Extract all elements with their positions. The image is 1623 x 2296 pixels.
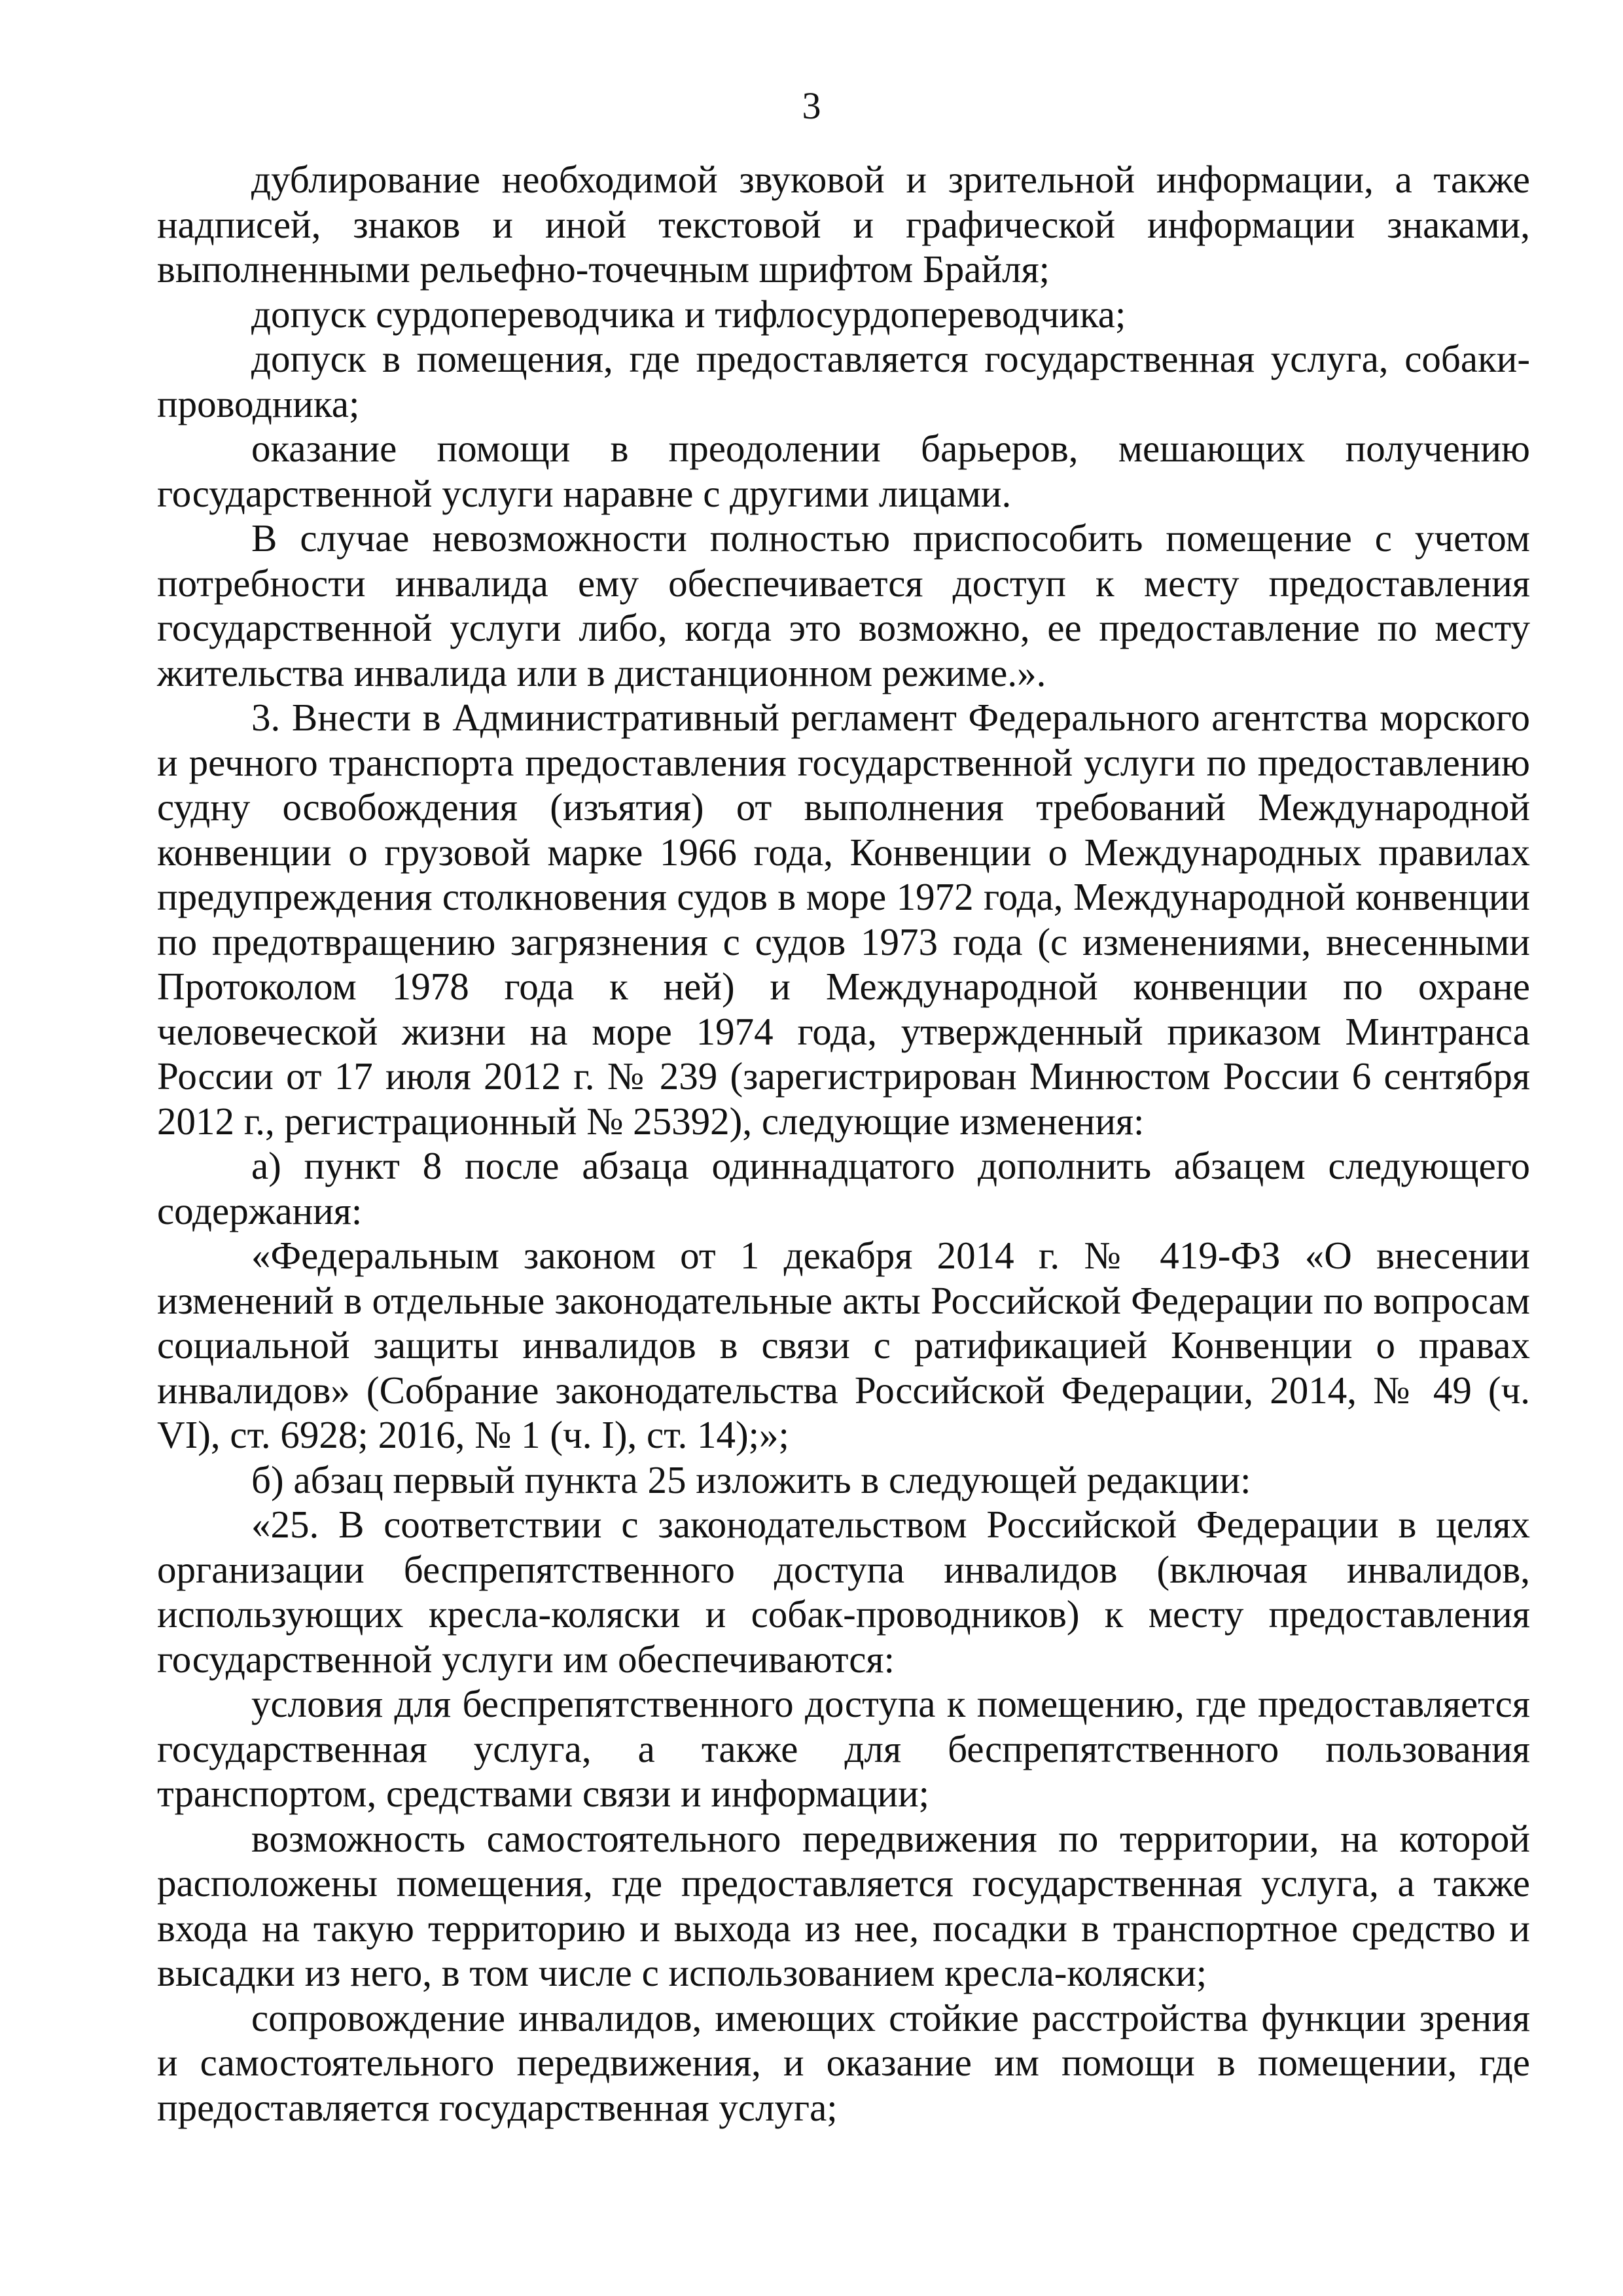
paragraph-subitem-a: а) пункт 8 после абзаца одиннадцатого дополнить абзацем следующего содержания: [157,1144,1530,1232]
document-body [157,157,1530,2130]
paragraph-item-3-amendments: 3. Внести в Административный регламент Федерального агентства морского и речного транспорта предоставления государственной услуги по предоставлению судну освобождения (изъятия) от выполнения требований Международной конвенции о грузовой марке 1966 года, Конвенции о Международных правилах предупреждения столкновения судов в море 1972 года, Международной конвенции по предотвращению загрязнения с судов 1973 года (с изменениями, внесенными Протоколом 1978 года к ней) и Международной конвенции по охране человеческой жизни на море 1974 года, утвержденный приказом Минтранса России от 17 июля 2012 г. № 239 (зарегистрирован Минюстом России 6 сентября 2012 г., регистрационный № 25392), следующие изменения: [157,696,1530,1143]
paragraph-impossibility-case: В случае невозможности полностью приспособить помещение с учетом потребности инвалида ему обеспечивается доступ к месту предоставления государственной услуги либо, когда это возможно, ее предоставление по месту жительства инвалида или в дистанционном режиме.». [157,516,1530,694]
paragraph-sign-interpreter: допуск сурдопереводчика и тифлосурдопереводчика; [251,292,1126,336]
page-number: 3 [802,84,821,127]
paragraph-item-25: «25. В соответствии с законодательством Российской Федерации в целях организации беспрепятственного доступа инвалидов (включая инвалидов, использующих кресла-коляски и собак-проводников) к месту предоставления государственной услуги им обеспечиваются: [157,1503,1530,1681]
paragraph-independent-movement: возможность самостоятельного передвижения по территории, на которой расположены помещения, где предоставляется государственная услуга, а также входа на такую территорию и выхода из нее, посадки в транспортное средство и высадки из него, в том числе с использованием кресла-коляски; [157,1816,1530,1994]
paragraph-duplication-info: дублирование необходимой звуковой и зрительной информации, а также надписей, знаков и иной текстовой и графической информации знаками, выполненными рельефно-точечным шрифтом Брайля; [157,158,1530,291]
paragraph-federal-law-quote: «Федеральным законом от 1 декабря 2014 г. № 419-ФЗ «О внесении изменений в отдельные законодательные акты Российской Федерации по вопросам социальной защиты инвалидов в связи с ратификацией Конвенции о правах инвалидов» (Собрание законодательства Российской Федерации, 2014, № 49 (ч. VI), ст. 6928; 2016, № 1 (ч. I), ст. 14);»; [157,1234,1530,1456]
paragraph-barrier-help: оказание помощи в преодолении барьеров, мешающих получению государственной услуги наравне с другими лицами. [157,427,1530,515]
paragraph-guide-dog: допуск в помещения, где предоставляется государственная услуга, собаки-проводника; [157,337,1530,425]
paragraph-subitem-b: б) абзац первый пункта 25 изложить в следующей редакции: [251,1458,1251,1501]
paragraph-access-conditions: условия для беспрепятственного доступа к помещению, где предоставляется государственная услуга, а также для беспрепятственного пользования транспортом, средствами связи и информации; [157,1682,1530,1815]
paragraph-escort-assistance: сопровождение инвалидов, имеющих стойкие расстройства функции зрения и самостоятельного передвижения, и оказание им помощи в помещении, где предоставляется государственная услуга; [157,1996,1530,2129]
